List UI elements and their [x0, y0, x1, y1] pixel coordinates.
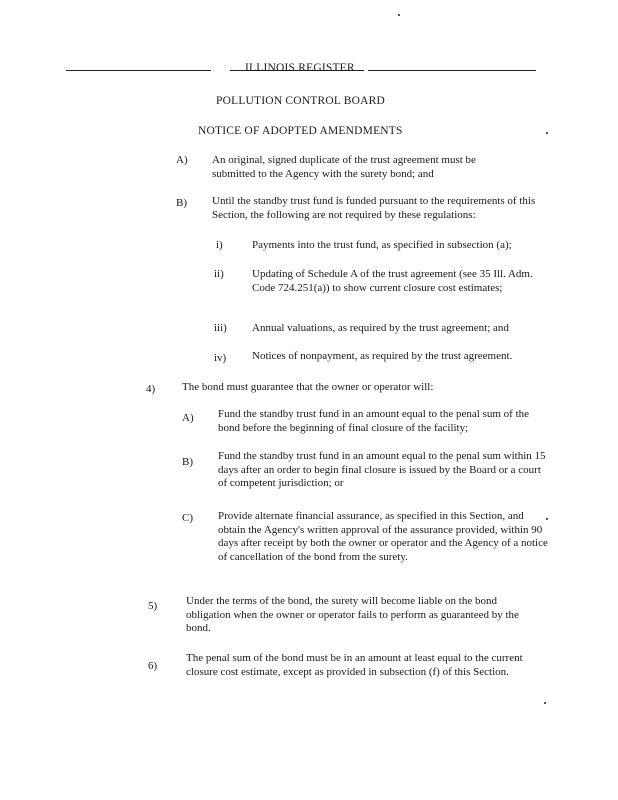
- item-5-text: Under the terms of the bond, the surety will become liable on the bond obligation when the owner or operator fails to perform as guaranteed by the bond.: [186, 595, 519, 634]
- sub-iii-text: Annual valuations, as required by the trust agreement; and: [252, 322, 509, 334]
- item-4c-label: C): [182, 512, 193, 524]
- item-4b-text: Fund the standby trust fund in an amount equal to the penal sum within 15 days after an order to begin final closure is issued by the Board or a court of competent jurisdiction; or: [218, 450, 546, 489]
- scan-speck: [398, 14, 400, 16]
- item-a-text: An original, signed duplicate of the trust agreement must be submitted to the Agency with the surety bond; and: [212, 154, 476, 180]
- scan-speck: [546, 518, 548, 520]
- register-title: ILLINOIS REGISTER: [245, 62, 355, 74]
- item-4-text: The bond must guarantee that the owner or operator will:: [182, 381, 434, 393]
- sub-ii-text: Updating of Schedule A of the trust agreement (see 35 Ill. Adm. Code 724.251(a)) to show current closure cost estimates;: [252, 268, 533, 294]
- item-4c-text: Provide alternate financial assurance, as specified in this Section, and obtain the Agency's written approval of the assurance provided, within 90 days after receipt by both the owner or operator and the Agency of a notice of cancellation of the bond from the surety.: [218, 510, 548, 563]
- item-6-text: The penal sum of the bond must be in an amount at least equal to the current closure cost estimate, except as provided in subsection (f) of this Section.: [186, 652, 523, 678]
- sub-iii-label: iii): [214, 322, 227, 334]
- scan-speck: [544, 702, 546, 704]
- item-5-label: 5): [148, 600, 158, 612]
- item-4-label: 4): [146, 383, 156, 395]
- sub-iv-text: Notices of nonpayment, as required by the trust agreement.: [252, 350, 513, 362]
- item-4a-text: Fund the standby trust fund in an amount equal to the penal sum of the bond before the beginning of final closure of the facility;: [218, 408, 530, 434]
- sub-i-text: Payments into the trust fund, as specified in subsection (a);: [252, 239, 512, 251]
- item-b-text: Until the standby trust fund is funded pursuant to the requirements of this Section, the following are not required by these regulations:: [212, 195, 536, 221]
- header-rule-right: [368, 70, 536, 71]
- board-title: POLLUTION CONTROL BOARD: [216, 95, 386, 107]
- scan-speck: [546, 132, 548, 134]
- header-rule-left: [66, 70, 211, 71]
- item-6-label: 6): [148, 660, 158, 672]
- item-a-label: A): [176, 154, 188, 166]
- item-b-label: B): [176, 197, 187, 209]
- notice-title: NOTICE OF ADOPTED AMENDMENTS: [198, 125, 403, 137]
- sub-i-label: i): [216, 239, 223, 251]
- item-4a-label: A): [182, 412, 194, 424]
- sub-iv-label: iv): [214, 352, 227, 364]
- item-4b-label: B): [182, 456, 193, 468]
- sub-ii-label: ii): [214, 268, 224, 280]
